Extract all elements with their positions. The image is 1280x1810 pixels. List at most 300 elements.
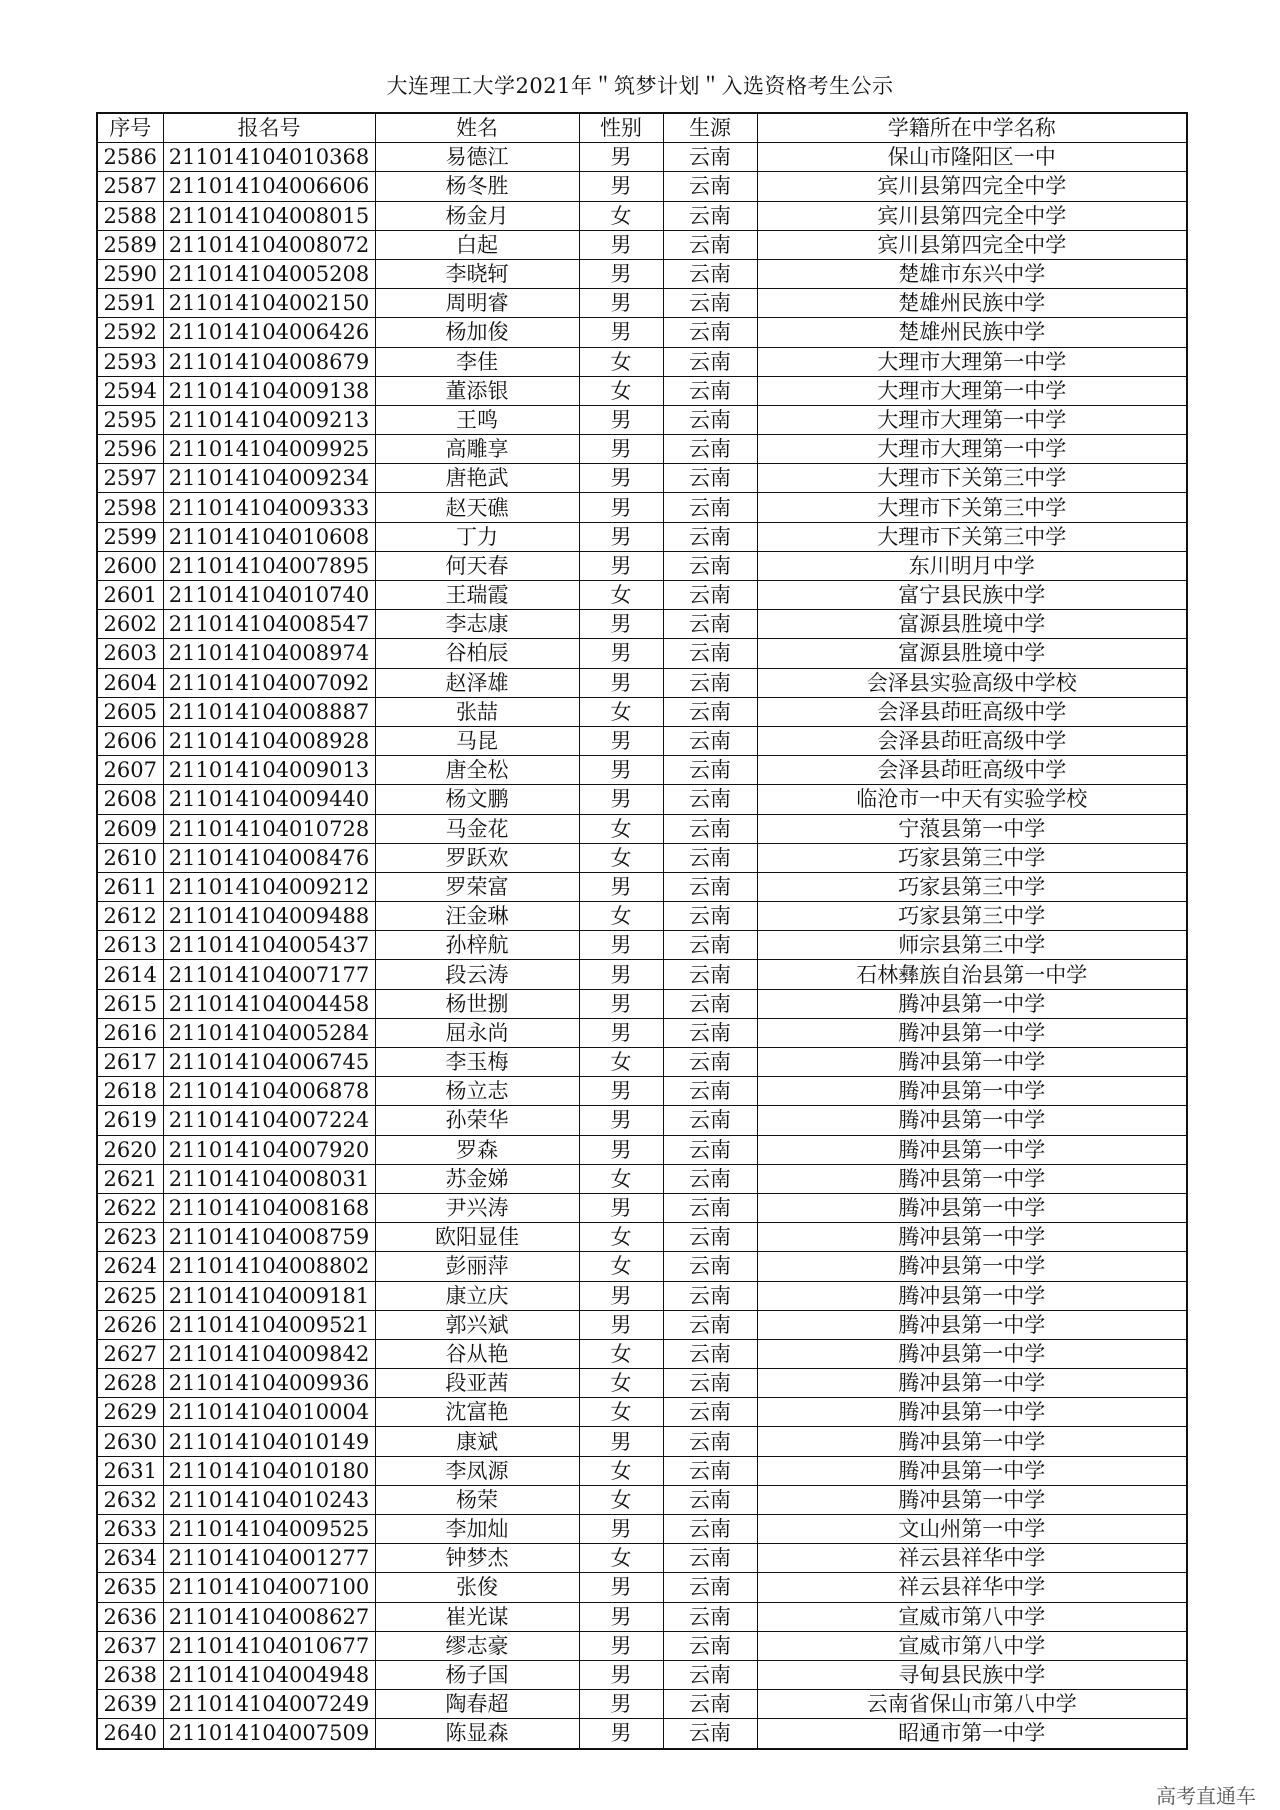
cell-name: 李凤源 — [375, 1456, 579, 1485]
cell-reg-number: 211014104008802 — [163, 1252, 375, 1281]
cell-school: 腾冲县第一中学 — [757, 1310, 1187, 1339]
cell-name: 孙梓航 — [375, 931, 579, 960]
cell-gender: 男 — [579, 1310, 663, 1339]
cell-origin: 云南 — [663, 551, 757, 580]
cell-gender: 男 — [579, 1515, 663, 1544]
cell-reg-number: 211014104004458 — [163, 989, 375, 1018]
cell-index: 2637 — [97, 1631, 163, 1660]
cell-reg-number: 211014104010368 — [163, 143, 375, 172]
cell-reg-number: 211014104010180 — [163, 1456, 375, 1485]
cell-school: 楚雄州民族中学 — [757, 289, 1187, 318]
cell-school: 石林彝族自治县第一中学 — [757, 960, 1187, 989]
cell-origin: 云南 — [663, 1690, 757, 1719]
table-row — [97, 1252, 1187, 1281]
table-row — [97, 989, 1187, 1018]
cell-origin: 云南 — [663, 143, 757, 172]
cell-index: 2635 — [97, 1573, 163, 1602]
table-row — [97, 814, 1187, 843]
cell-origin: 云南 — [663, 756, 757, 785]
table-row — [97, 697, 1187, 726]
table-row — [97, 435, 1187, 464]
cell-index: 2599 — [97, 522, 163, 551]
cell-school: 腾冲县第一中学 — [757, 1193, 1187, 1222]
cell-index: 2601 — [97, 581, 163, 610]
cell-origin: 云南 — [663, 1077, 757, 1106]
cell-index: 2621 — [97, 1164, 163, 1193]
cell-index: 2638 — [97, 1660, 163, 1689]
cell-origin: 云南 — [663, 289, 757, 318]
table-row — [97, 1515, 1187, 1544]
cell-origin: 云南 — [663, 1223, 757, 1252]
cell-gender: 男 — [579, 464, 663, 493]
cell-index: 2622 — [97, 1193, 163, 1222]
cell-gender: 男 — [579, 172, 663, 201]
cell-origin: 云南 — [663, 464, 757, 493]
cell-school: 楚雄市东兴中学 — [757, 259, 1187, 288]
cell-origin: 云南 — [663, 347, 757, 376]
cell-school: 保山市隆阳区一中 — [757, 143, 1187, 172]
cell-index: 2592 — [97, 318, 163, 347]
cell-reg-number: 211014104007177 — [163, 960, 375, 989]
cell-origin: 云南 — [663, 435, 757, 464]
cell-origin: 云南 — [663, 902, 757, 931]
cell-origin: 云南 — [663, 1456, 757, 1485]
table-row — [97, 1339, 1187, 1368]
cell-name: 杨子国 — [375, 1660, 579, 1689]
cell-reg-number: 211014104005208 — [163, 259, 375, 288]
cell-school: 师宗县第三中学 — [757, 931, 1187, 960]
cell-gender: 男 — [579, 1573, 663, 1602]
cell-gender: 男 — [579, 610, 663, 639]
cell-origin: 云南 — [663, 1660, 757, 1689]
cell-school: 云南省保山市第八中学 — [757, 1690, 1187, 1719]
cell-name: 高雕享 — [375, 435, 579, 464]
cell-index: 2616 — [97, 1018, 163, 1047]
cell-name: 陈显森 — [375, 1719, 579, 1749]
header-reg-number: 报名号 — [163, 113, 375, 143]
cell-name: 尹兴涛 — [375, 1193, 579, 1222]
table-row — [97, 1048, 1187, 1077]
cell-name: 陶春超 — [375, 1690, 579, 1719]
cell-name: 谷柏辰 — [375, 639, 579, 668]
cell-origin: 云南 — [663, 230, 757, 259]
cell-gender: 男 — [579, 1427, 663, 1456]
cell-school: 腾冲县第一中学 — [757, 1018, 1187, 1047]
cell-index: 2589 — [97, 230, 163, 259]
cell-index: 2615 — [97, 989, 163, 1018]
cell-origin: 云南 — [663, 493, 757, 522]
cell-gender: 女 — [579, 1223, 663, 1252]
cell-origin: 云南 — [663, 1631, 757, 1660]
cell-index: 2608 — [97, 785, 163, 814]
cell-school: 腾冲县第一中学 — [757, 1369, 1187, 1398]
cell-school: 大理市大理第一中学 — [757, 347, 1187, 376]
table-row — [97, 785, 1187, 814]
cell-reg-number: 211014104006745 — [163, 1048, 375, 1077]
cell-gender: 女 — [579, 1485, 663, 1514]
cell-gender: 男 — [579, 551, 663, 580]
cell-gender: 男 — [579, 435, 663, 464]
cell-gender: 男 — [579, 1281, 663, 1310]
cell-name: 赵天礁 — [375, 493, 579, 522]
cell-name: 杨文鹏 — [375, 785, 579, 814]
cell-origin: 云南 — [663, 639, 757, 668]
cell-index: 2623 — [97, 1223, 163, 1252]
cell-origin: 云南 — [663, 726, 757, 755]
cell-origin: 云南 — [663, 1135, 757, 1164]
cell-reg-number: 211014104009138 — [163, 376, 375, 405]
cell-reg-number: 211014104009213 — [163, 405, 375, 434]
cell-gender: 男 — [579, 668, 663, 697]
table-row — [97, 1018, 1187, 1047]
cell-index: 2618 — [97, 1077, 163, 1106]
cell-gender: 男 — [579, 1602, 663, 1631]
cell-reg-number: 211014104009333 — [163, 493, 375, 522]
cell-name: 马昆 — [375, 726, 579, 755]
table-row — [97, 1077, 1187, 1106]
cell-gender: 男 — [579, 1077, 663, 1106]
cell-reg-number: 211014104009925 — [163, 435, 375, 464]
cell-reg-number: 211014104009212 — [163, 872, 375, 901]
cell-origin: 云南 — [663, 1310, 757, 1339]
cell-name: 彭丽萍 — [375, 1252, 579, 1281]
table-row — [97, 639, 1187, 668]
cell-index: 2600 — [97, 551, 163, 580]
cell-name: 段亚茜 — [375, 1369, 579, 1398]
cell-origin: 云南 — [663, 201, 757, 230]
cell-gender: 女 — [579, 814, 663, 843]
cell-reg-number: 211014104008928 — [163, 726, 375, 755]
cell-gender: 女 — [579, 697, 663, 726]
cell-gender: 男 — [579, 1660, 663, 1689]
cell-school: 寻甸县民族中学 — [757, 1660, 1187, 1689]
cell-school: 大理市下关第三中学 — [757, 493, 1187, 522]
cell-school: 腾冲县第一中学 — [757, 1223, 1187, 1252]
table-row — [97, 931, 1187, 960]
watermark: 高考直通车 — [1156, 1784, 1256, 1808]
table-row — [97, 259, 1187, 288]
cell-index: 2624 — [97, 1252, 163, 1281]
cell-reg-number: 211014104008015 — [163, 201, 375, 230]
cell-origin: 云南 — [663, 814, 757, 843]
cell-origin: 云南 — [663, 1602, 757, 1631]
cell-school: 东川明月中学 — [757, 551, 1187, 580]
cell-school: 巧家县第三中学 — [757, 872, 1187, 901]
cell-index: 2614 — [97, 960, 163, 989]
cell-origin: 云南 — [663, 872, 757, 901]
cell-reg-number: 211014104009181 — [163, 1281, 375, 1310]
cell-reg-number: 211014104009234 — [163, 464, 375, 493]
cell-index: 2590 — [97, 259, 163, 288]
table-row — [97, 1106, 1187, 1135]
cell-gender: 女 — [579, 1252, 663, 1281]
table-row — [97, 289, 1187, 318]
cell-index: 2636 — [97, 1602, 163, 1631]
cell-gender: 男 — [579, 318, 663, 347]
cell-reg-number: 211014104009013 — [163, 756, 375, 785]
cell-index: 2611 — [97, 872, 163, 901]
cell-school: 会泽县茚旺高级中学 — [757, 697, 1187, 726]
cell-gender: 男 — [579, 756, 663, 785]
cell-school: 腾冲县第一中学 — [757, 989, 1187, 1018]
table-row — [97, 493, 1187, 522]
table-row — [97, 551, 1187, 580]
table-row — [97, 1485, 1187, 1514]
cell-school: 会泽县茚旺高级中学 — [757, 756, 1187, 785]
cell-school: 祥云县祥华中学 — [757, 1544, 1187, 1573]
cell-name: 杨冬胜 — [375, 172, 579, 201]
cell-reg-number: 211014104008476 — [163, 843, 375, 872]
candidate-table — [96, 112, 1188, 1750]
cell-reg-number: 211014104007224 — [163, 1106, 375, 1135]
cell-gender: 女 — [579, 1544, 663, 1573]
cell-reg-number: 211014104010243 — [163, 1485, 375, 1514]
cell-index: 2606 — [97, 726, 163, 755]
cell-name: 马金花 — [375, 814, 579, 843]
cell-index: 2619 — [97, 1106, 163, 1135]
cell-origin: 云南 — [663, 697, 757, 726]
cell-reg-number: 211014104005284 — [163, 1018, 375, 1047]
cell-origin: 云南 — [663, 843, 757, 872]
cell-origin: 云南 — [663, 1193, 757, 1222]
cell-name: 董添银 — [375, 376, 579, 405]
cell-origin: 云南 — [663, 1369, 757, 1398]
cell-origin: 云南 — [663, 1281, 757, 1310]
cell-reg-number: 211014104006606 — [163, 172, 375, 201]
cell-name: 苏金娣 — [375, 1164, 579, 1193]
cell-name: 唐艳武 — [375, 464, 579, 493]
cell-name: 王鸣 — [375, 405, 579, 434]
cell-gender: 男 — [579, 493, 663, 522]
cell-school: 大理市大理第一中学 — [757, 405, 1187, 434]
cell-origin: 云南 — [663, 610, 757, 639]
table-row — [97, 522, 1187, 551]
header-name: 姓名 — [375, 113, 579, 143]
cell-index: 2610 — [97, 843, 163, 872]
cell-index: 2629 — [97, 1398, 163, 1427]
table-row — [97, 1660, 1187, 1689]
cell-index: 2633 — [97, 1515, 163, 1544]
table-row — [97, 1281, 1187, 1310]
cell-school: 宣威市第八中学 — [757, 1602, 1187, 1631]
cell-index: 2596 — [97, 435, 163, 464]
cell-reg-number: 211014104008547 — [163, 610, 375, 639]
cell-origin: 云南 — [663, 1515, 757, 1544]
cell-name: 丁力 — [375, 522, 579, 551]
cell-name: 李佳 — [375, 347, 579, 376]
table-row — [97, 1427, 1187, 1456]
cell-index: 2588 — [97, 201, 163, 230]
cell-gender: 男 — [579, 405, 663, 434]
cell-name: 崔光谋 — [375, 1602, 579, 1631]
cell-school: 富源县胜境中学 — [757, 639, 1187, 668]
cell-name: 欧阳显佳 — [375, 1223, 579, 1252]
cell-index: 2631 — [97, 1456, 163, 1485]
cell-school: 祥云县祥华中学 — [757, 1573, 1187, 1602]
table-row — [97, 1690, 1187, 1719]
cell-gender: 女 — [579, 1456, 663, 1485]
cell-name: 康立庆 — [375, 1281, 579, 1310]
table-row — [97, 1193, 1187, 1222]
cell-origin: 云南 — [663, 376, 757, 405]
cell-origin: 云南 — [663, 668, 757, 697]
cell-name: 钟梦杰 — [375, 1544, 579, 1573]
cell-origin: 云南 — [663, 1339, 757, 1368]
cell-school: 巧家县第三中学 — [757, 843, 1187, 872]
cell-index: 2627 — [97, 1339, 163, 1368]
cell-reg-number: 211014104009842 — [163, 1339, 375, 1368]
cell-school: 腾冲县第一中学 — [757, 1135, 1187, 1164]
cell-school: 腾冲县第一中学 — [757, 1048, 1187, 1077]
cell-index: 2640 — [97, 1719, 163, 1749]
table-row — [97, 960, 1187, 989]
table-row — [97, 1544, 1187, 1573]
cell-origin: 云南 — [663, 522, 757, 551]
cell-index: 2609 — [97, 814, 163, 843]
cell-origin: 云南 — [663, 1544, 757, 1573]
cell-gender: 女 — [579, 201, 663, 230]
cell-index: 2634 — [97, 1544, 163, 1573]
cell-name: 易德江 — [375, 143, 579, 172]
cell-gender: 女 — [579, 376, 663, 405]
table-row — [97, 1369, 1187, 1398]
cell-school: 腾冲县第一中学 — [757, 1281, 1187, 1310]
cell-school: 大理市大理第一中学 — [757, 435, 1187, 464]
cell-reg-number: 211014104010608 — [163, 522, 375, 551]
cell-origin: 云南 — [663, 1106, 757, 1135]
cell-school: 宁蒗县第一中学 — [757, 814, 1187, 843]
cell-reg-number: 211014104007895 — [163, 551, 375, 580]
cell-index: 2591 — [97, 289, 163, 318]
cell-reg-number: 211014104007100 — [163, 1573, 375, 1602]
cell-reg-number: 211014104008679 — [163, 347, 375, 376]
cell-origin: 云南 — [663, 1048, 757, 1077]
cell-reg-number: 211014104008627 — [163, 1602, 375, 1631]
cell-index: 2626 — [97, 1310, 163, 1339]
cell-school: 腾冲县第一中学 — [757, 1427, 1187, 1456]
table-row — [97, 1573, 1187, 1602]
cell-school: 腾冲县第一中学 — [757, 1398, 1187, 1427]
cell-name: 孙荣华 — [375, 1106, 579, 1135]
cell-name: 周明睿 — [375, 289, 579, 318]
table-row — [97, 464, 1187, 493]
cell-index: 2639 — [97, 1690, 163, 1719]
cell-reg-number: 211014104009521 — [163, 1310, 375, 1339]
cell-origin: 云南 — [663, 1427, 757, 1456]
cell-gender: 女 — [579, 581, 663, 610]
cell-gender: 男 — [579, 1690, 663, 1719]
cell-school: 富源县胜境中学 — [757, 610, 1187, 639]
cell-school: 腾冲县第一中学 — [757, 1252, 1187, 1281]
cell-reg-number: 211014104002150 — [163, 289, 375, 318]
cell-name: 罗跃欢 — [375, 843, 579, 872]
cell-origin: 云南 — [663, 405, 757, 434]
table-row — [97, 1310, 1187, 1339]
cell-reg-number: 211014104008031 — [163, 1164, 375, 1193]
cell-name: 杨加俊 — [375, 318, 579, 347]
cell-name: 杨荣 — [375, 1485, 579, 1514]
table-row — [97, 1398, 1187, 1427]
cell-index: 2603 — [97, 639, 163, 668]
cell-index: 2630 — [97, 1427, 163, 1456]
table-body — [97, 143, 1187, 1749]
cell-origin: 云南 — [663, 931, 757, 960]
cell-index: 2602 — [97, 610, 163, 639]
cell-gender: 女 — [579, 1164, 663, 1193]
cell-reg-number: 211014104010149 — [163, 1427, 375, 1456]
table-row — [97, 872, 1187, 901]
cell-reg-number: 211014104008759 — [163, 1223, 375, 1252]
page-title: 大连理工大学2021年＂筑梦计划＂入选资格考生公示 — [386, 74, 894, 98]
cell-origin: 云南 — [663, 1252, 757, 1281]
cell-reg-number: 211014104007509 — [163, 1719, 375, 1749]
cell-name: 郭兴斌 — [375, 1310, 579, 1339]
header-school: 学籍所在中学名称 — [757, 113, 1187, 143]
cell-name: 罗荣富 — [375, 872, 579, 901]
cell-name: 沈富艳 — [375, 1398, 579, 1427]
cell-index: 2625 — [97, 1281, 163, 1310]
cell-reg-number: 211014104009488 — [163, 902, 375, 931]
cell-origin: 云南 — [663, 1018, 757, 1047]
cell-reg-number: 211014104008887 — [163, 697, 375, 726]
cell-school: 会泽县实验高级中学校 — [757, 668, 1187, 697]
cell-index: 2594 — [97, 376, 163, 405]
cell-reg-number: 211014104007092 — [163, 668, 375, 697]
cell-gender: 男 — [579, 989, 663, 1018]
cell-gender: 男 — [579, 1719, 663, 1749]
table-row — [97, 318, 1187, 347]
cell-school: 大理市下关第三中学 — [757, 522, 1187, 551]
cell-name: 段云涛 — [375, 960, 579, 989]
cell-name: 张俊 — [375, 1573, 579, 1602]
header-gender: 性别 — [579, 113, 663, 143]
cell-school: 宣威市第八中学 — [757, 1631, 1187, 1660]
table-row — [97, 1164, 1187, 1193]
table-row — [97, 201, 1187, 230]
table-row — [97, 726, 1187, 755]
cell-index: 2586 — [97, 143, 163, 172]
cell-school: 腾冲县第一中学 — [757, 1456, 1187, 1485]
cell-school: 大理市大理第一中学 — [757, 376, 1187, 405]
cell-school: 文山州第一中学 — [757, 1515, 1187, 1544]
cell-index: 2595 — [97, 405, 163, 434]
cell-name: 谷从艳 — [375, 1339, 579, 1368]
table-row — [97, 1223, 1187, 1252]
cell-origin: 云南 — [663, 1719, 757, 1749]
cell-gender: 男 — [579, 960, 663, 989]
cell-name: 杨金月 — [375, 201, 579, 230]
cell-name: 李玉梅 — [375, 1048, 579, 1077]
cell-name: 缪志豪 — [375, 1631, 579, 1660]
cell-school: 会泽县茚旺高级中学 — [757, 726, 1187, 755]
cell-index: 2587 — [97, 172, 163, 201]
cell-gender: 男 — [579, 726, 663, 755]
cell-reg-number: 211014104007920 — [163, 1135, 375, 1164]
cell-name: 唐全松 — [375, 756, 579, 785]
table-row — [97, 143, 1187, 172]
cell-reg-number: 211014104010677 — [163, 1631, 375, 1660]
header-origin: 生源 — [663, 113, 757, 143]
table-row — [97, 581, 1187, 610]
cell-school: 腾冲县第一中学 — [757, 1077, 1187, 1106]
cell-reg-number: 211014104005437 — [163, 931, 375, 960]
table-row — [97, 230, 1187, 259]
cell-name: 汪金琳 — [375, 902, 579, 931]
cell-name: 李加灿 — [375, 1515, 579, 1544]
table-row — [97, 405, 1187, 434]
cell-name: 白起 — [375, 230, 579, 259]
cell-reg-number: 211014104009936 — [163, 1369, 375, 1398]
